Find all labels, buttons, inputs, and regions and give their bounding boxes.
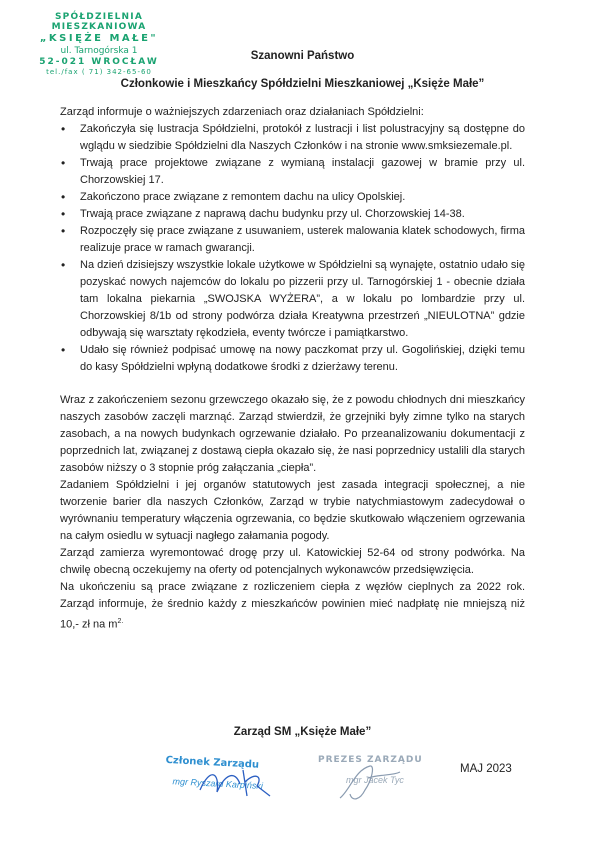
greeting: Szanowni Państwo xyxy=(250,50,355,62)
list-item: • Rozpoczęły się prace związane z usuwaniem, usterek malowania klatek schodowych, firma realizuje prace w ramach gwarancji. xyxy=(60,223,525,257)
list-item: • Trwają prace związane z naprawą dachu budynku przy ul. Chorzowskiej 14-38. xyxy=(60,206,525,223)
list-item: • Trwają prace projektowe związane z wymianą instalacji gazowej w bramie przy ul. Chorzowskiej 17. xyxy=(60,155,525,189)
addressee: Członkowie i Mieszkańcy Spółdzielni Mieszkaniowej „Księże Małe” xyxy=(120,78,485,90)
handwritten-signature-left xyxy=(195,762,285,802)
stamp-line-street: ul. Tarnogórska 1 xyxy=(60,46,138,56)
stamp-line-phone: tel./fax ( 71) 342-65-60 xyxy=(46,68,152,76)
letter-body xyxy=(60,104,525,634)
paragraph-integration: Zadaniem Spółdzielni i jej organów statutowych jest zasada integracji społecznej, a nie tworzenie barier dla naszych Członków, Zarząd w trybie natychmiastowym zadecydował o wyrównaniu temperatury włączenia ogrzewania, co będzie skutkowało włączeniem ogrzewania na całym osiedlu w sytuacji nagłego załamania pogody. xyxy=(60,479,525,542)
intro-text: Zarząd informuje o ważniejszych zdarzeniach oraz działaniach Spółdzielni: xyxy=(60,106,424,118)
signature-right-name: mgr Jacek Tyc xyxy=(346,775,404,785)
list-item: • Udało się również podpisać umowę na nowy paczkomat przy ul. Gogolińskiej, dzięki temu do kasy Spółdzielni wpłyną dodatkowe środki z dzierżawy terenu. xyxy=(60,342,525,376)
list-item: • Zakończono prace związane z remontem dachu na ulicy Opolskiej. xyxy=(60,189,525,206)
paragraph-road: Zarząd zamierza wyremontować drogę przy ul. Katowickiej 52-64 od strony podwórka. Na chwilę obecną oczekujemy na oferty od potencjalnych wykonawców przedsięwzięcia. xyxy=(60,547,525,576)
stamp-line-name: SPÓŁDZIELNIA MIESZKANIOWA xyxy=(51,12,147,32)
news-list xyxy=(60,121,525,376)
stamp-line-estate: „KSIĘŻE MAŁE" xyxy=(39,33,159,44)
stamp-line-city: 52-021 WROCŁAW xyxy=(39,57,159,67)
paragraph-heating: Wraz z zakończeniem sezonu grzewczego okazało się, że z powodu chłodnych dni mieszkańcy naszych zasobów zaczęli marznąć. Zarząd stwierdził, że grzejniki były zimne tylko na starych zasobach, a na nowych budynkach ogrzewanie działało. Po przeanalizowaniu dokumentacji z poprzednich lat, związanej z dostawą ciepła okazało się, że nasi poprzednicy ustalili dla starych zasobów niższy o 3 stopnie próg załączania „ciepła”. xyxy=(60,394,525,474)
closing-signature-line: Zarząd SM „Księże Małe” xyxy=(233,726,372,738)
signature-left-title: Członek Zarządu xyxy=(165,754,260,771)
cooperative-stamp xyxy=(14,12,184,76)
document-date: MAJ 2023 xyxy=(460,763,512,775)
list-item: • Zakończyła się lustracja Spółdzielni, protokół z lustracji i list polustracyjny są dostępne do wglądu w siedzibie Spółdzielni dla Naszych Członków i na stronie www.smksiezemale.pl. xyxy=(60,121,525,155)
settlement-text: Na ukończeniu są prace związane z rozliczeniem ciepła z węzłów cieplnych za 2022 rok. Zarząd informuje, że średnio każdy z mieszkańców powinien mieć nadpłatę nie mniejszą niż 10,- zł na m xyxy=(60,581,525,631)
unit-superscript: 2. xyxy=(117,618,124,625)
paragraph-settlement xyxy=(60,579,525,634)
signature-right-title: PREZES ZARZĄDU xyxy=(318,755,423,765)
handwritten-signature-right xyxy=(330,760,410,805)
signature-left-name: mgr Ryszard Karpiński xyxy=(172,776,264,791)
list-item: • Na dzień dzisiejszy wszystkie lokale użytkowe w Spółdzielni są wynajęte, ostatnio udało się pozyskać nowych najemców do lokalu po pizzerii przy ul. Tarnogórskiej 1 - obecnie działa tam lokalna piekarnia „SWOJSKA WYŻERA”, a w lokalu po lombardzie przy ul. Chorzowskiej 8/1b od strony podwórza działa Kreatywna przestrzeń „NIEULOTNA” gdzie odbywają się warsztaty rękodzieła, eventy twórcze i pamiątkarstwo. xyxy=(60,257,525,342)
